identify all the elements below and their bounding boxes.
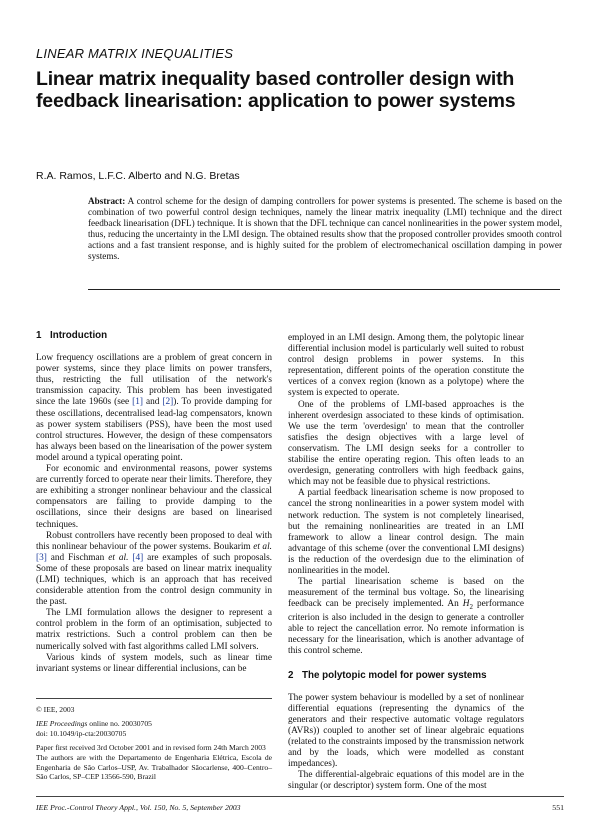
intro-p1-text-b: ). To provide damping for these oscillations, decentralised lead-lag compensators, known as power system stabilisers (PSS), have been the most used control structures. However, the design of these compensators has always been based on the linearisation of the power system model around a typical operating point. xyxy=(36,397,272,463)
intro-p1-and: and xyxy=(142,397,163,408)
footer-journal: IEE Proc.-Control Theory Appl., Vol. 150, No. 5, September 2003 xyxy=(36,803,241,812)
section-1-heading xyxy=(36,330,272,341)
section-2-paragraph-2: The differential-algebraic equations of this model are in the singular (or descriptor) system form. One of the most xyxy=(288,770,524,792)
intro-paragraph-8: A partial feedback linearisation scheme is now proposed to cancel the strong nonlinearities in a power system model with network reduction. The system is not completely linearised, but the remaining nonlinearities are treated in an LMI framework to allow a linear control design. The main advantage of this scheme (over the conventional LMI designs) is the reduction of the overdesign due to the elimination of nonlinearities in the model. xyxy=(288,488,524,576)
intro-paragraph-6: employed in an LMI design. Among them, the polytopic linear differential inclusion model is particularly well suited to robust control design problems in power systems. In this representation, different points of the operation constitute the vertices of a convex region (known as a polytope) where the system is expected to operate. xyxy=(288,333,524,399)
intro-paragraph-1 xyxy=(36,353,272,464)
footnote-divider xyxy=(36,698,272,699)
page-number: 551 xyxy=(552,803,564,812)
left-column xyxy=(36,330,272,675)
abstract-divider xyxy=(88,289,560,290)
intro-p9-text-a: The partial linearisation scheme is based on the measurement of the terminal bus voltage. So, the linearising feedback can be precisely implemented. An xyxy=(288,577,524,610)
section-2-number: 2 xyxy=(288,669,294,681)
paper-title: Linear matrix inequality based controller design with feedback linearisation: application to power systems xyxy=(36,68,516,112)
footnotes xyxy=(36,705,272,782)
intro-paragraph-3 xyxy=(36,531,272,609)
intro-p9-text-b: performance criterion is also included in the design to generate a controller able to reject the cancellation error. No remote information is necessary for the linearisation, which is another advantage of this control scheme. xyxy=(288,599,524,657)
right-column xyxy=(288,333,524,793)
proceedings-note xyxy=(36,719,272,729)
section-2-paragraph-1: The power system behaviour is modelled by a set of nonlinear differential equations (representing the dynamics of the generators and their respective automatic voltage regulators (AVRs)) coupled to another set of linear algebraic equations (related to the constraints imposed by the transmission network and by the loads, which were modelled as constant impedances). xyxy=(288,692,524,770)
section-1-title: Introduction xyxy=(50,330,108,341)
proceedings-number: online no. 20030705 xyxy=(87,718,152,728)
section-2-title: The polytopic model for power systems xyxy=(302,669,487,681)
h2-subscript: 2 xyxy=(469,603,473,612)
intro-p3-text-b: and Fischman xyxy=(46,552,109,563)
abstract xyxy=(88,196,562,263)
reference-link-3[interactable]: [3] xyxy=(36,552,47,563)
intro-paragraph-4: The LMI formulation allows the designer to represent a control problem in the form of an optimisation, subjected to matrix restrictions. Such a control problem can then be numerically solved with fast algorithms called LMI solvers. xyxy=(36,608,272,652)
footer-divider xyxy=(36,796,564,797)
intro-p3-text-a: Robust controllers have recently been proposed to deal with this nonlinear behaviour of the power systems. Boukarim xyxy=(36,530,272,552)
intro-paragraph-5: Various kinds of system models, such as linear time invariant systems or linear differential inclusions, can be xyxy=(36,652,272,674)
authors: R.A. Ramos, L.F.C. Alberto and N.G. Bretas xyxy=(36,170,240,182)
h2-symbol: H xyxy=(462,599,470,610)
received-note: Paper first received 3rd October 2001 and in revised form 24th March 2003 xyxy=(36,742,266,752)
et-al-2: et al. xyxy=(108,552,129,563)
abstract-text: A control scheme for the design of damping controllers for power systems is presented. The scheme is based on the combination of two powerful control design techniques, namely the linear matrix inequality (LMI) technique and the direct feedback linearisation (DFL) technique. It is shown that the DFL technique can cancel nonlinearities in the power system model, thus, reducing the uncertainty in the LMI design. The obtained results show that the proposed controller provides smooth control actions and a fast transient response, and is highly suited for the problem of electromechanical oscillation damping in power systems. xyxy=(88,196,562,262)
section-1-number: 1 xyxy=(36,330,42,341)
doi-note: doi: 10.1049/ip-cta:20030705 xyxy=(36,728,127,738)
reference-link-2[interactable]: [2] xyxy=(162,397,174,408)
intro-paragraph-7: One of the problems of LMI-based approaches is the inherent overdesign associated to these kinds of optimisation. We use the term 'overdesign' to mean that the controller satisfies the design objectives with a large level of conservatism. The LMI design seeks for a controller to stabilise the entire operating region. This often leads to an overdesign, generating controllers with high feedback gains, which may not be feasible due to physical restrictions. xyxy=(288,399,524,488)
reference-link-1[interactable]: [1] xyxy=(132,397,143,408)
reference-link-4[interactable]: [4] xyxy=(132,552,144,563)
proceedings-name: IEE Proceedings xyxy=(36,718,88,728)
affiliation-note: The authors are with the Departamento de Engenharia Elétrica, Escola de Engenharia de São Carlos–USP, Av. Trabalhador Sãocarlense, 400–Centro–São Carlos, SP–CEP 13566-590, Brazil xyxy=(36,752,272,782)
intro-p3-text-c: are examples of such proposals. Some of these proposals are based on linear matrix inequality (LMI) techniques, which is an approach that has received considerable attention from the control design community in the past. xyxy=(36,552,273,608)
section-label: LINEAR MATRIX INEQUALITIES xyxy=(36,46,234,61)
abstract-label: Abstract: xyxy=(88,196,126,206)
copyright-note: © IEE, 2003 xyxy=(36,705,75,714)
intro-p1-text-a: Low frequency oscillations are a problem of great concern in power systems, since they place limits on power transfers, thus, restricting the full utilisation of the network's transmission capacity. This problem has been investigated since the late 1960s (see xyxy=(36,353,272,408)
intro-paragraph-2: For economic and environmental reasons, power systems are currently forced to operate near their limits. Therefore, they are exhibiting a stronger nonlinear behaviour and the classical compensators are failing to provide damping to the oscillations, since their designs are based on linearised techniques. xyxy=(36,464,272,530)
intro-paragraph-9 xyxy=(288,577,524,658)
et-al-1: et al. xyxy=(253,541,272,552)
section-2-heading xyxy=(288,670,524,681)
